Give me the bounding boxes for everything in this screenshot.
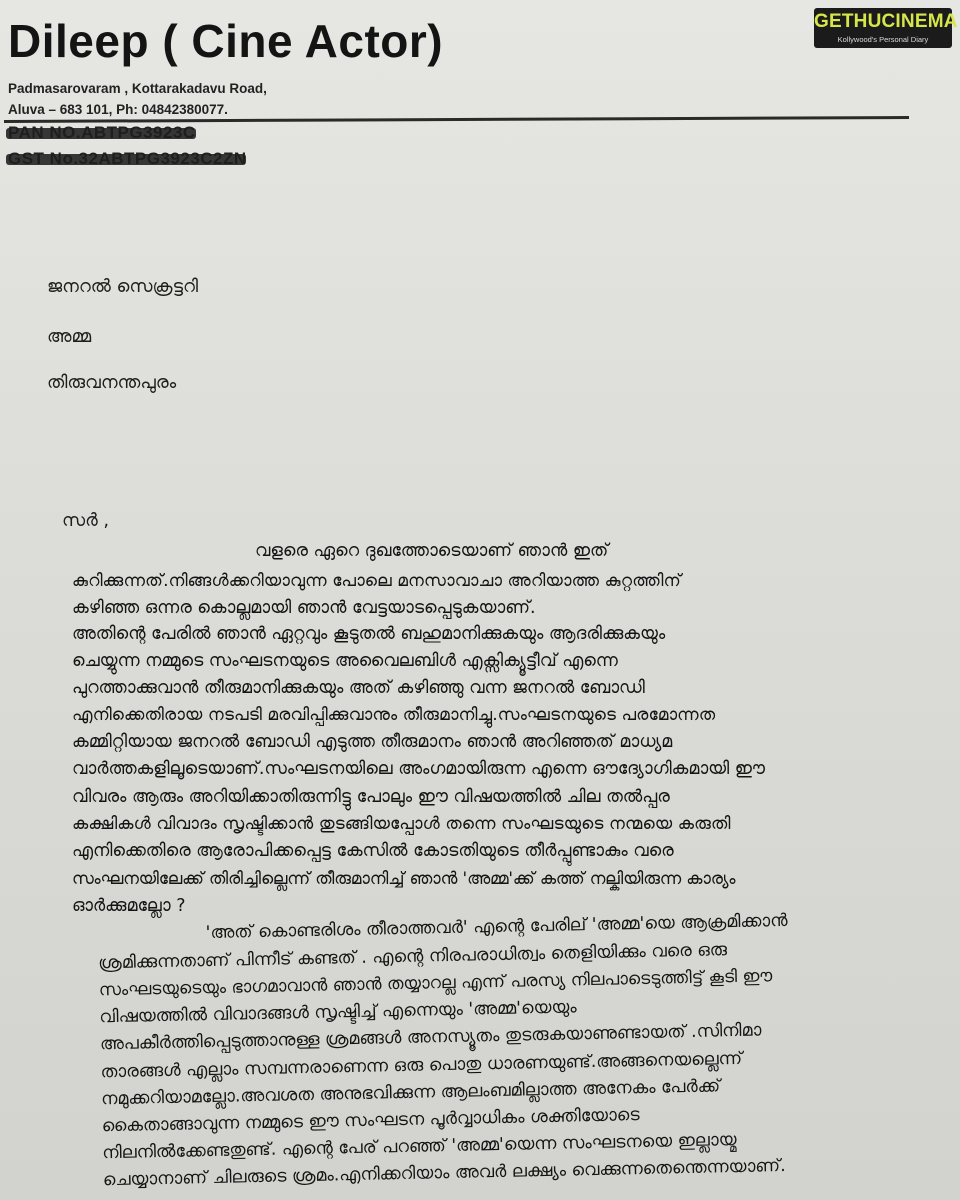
recipient-organisation: അമ്മ <box>47 326 92 347</box>
para2-line: കൈതാങ്ങാവുന്ന നമ്മുടെ ഈ സംഘടന പൂർവ്വാധികം ശക്തിയോടെ <box>101 1105 640 1137</box>
para1-line: പുറത്താക്കുവാൻ തീരുമാനിക്കുകയും അത് കഴിഞ്ഞു വന്ന ജനറൽ ബോഡി <box>72 678 645 698</box>
para1-line: വാർത്തകളിലൂടെയാണ്.സംഘടനയിലെ അംഗമായിരുന്ന എന്നെ ഔദ്യോഗികമായി ഈ <box>72 759 765 779</box>
para1-line: കമ്മിറ്റിയായ ജനറൽ ബോഡി എടുത്ത തീരുമാനം ഞാൻ അറിഞ്ഞത് മാധ്യമ <box>72 732 673 752</box>
watermark-tagline: Kollywood's Personal Diary <box>837 35 929 44</box>
para1-line: സംഘനയിലേക്ക് തിരിച്ചില്ലെന്ന് തീരുമാനിച്ച് ഞാൻ 'അമ്മ'ക്ക് കത്ത് നല്കിയിരുന്ന കാര്യം <box>72 868 736 888</box>
para1-line: ഓർക്കുമല്ലോ ? <box>72 896 186 916</box>
para2-line: താരങ്ങൾ എല്ലാം സമ്പന്നരാണെന്ന ഒരു പൊതു ധാരണയുണ്ട്.അങ്ങനെയല്ലെന്ന് <box>100 1048 743 1083</box>
recipient-title: ജനറൽ സെക്രട്ടറി <box>47 276 199 297</box>
para2-line: നമുക്കറിയാമല്ലോ.അവശത അനുഭവിക്കുന്ന ആലംബമില്ലാത്ത അനേകം പേർക്ക് <box>100 1076 721 1110</box>
watermark-brand: GETHUCINEMA <box>814 11 958 32</box>
para1-line: കഴിഞ്ഞ ഒന്നര കൊല്ലമായി ഞാൻ വേട്ടയാടപ്പെടുകയാണ്. <box>72 598 536 618</box>
para2-line: 'അത് കൊണ്ടരിശം തീരാത്തവർ' എന്റെ പേരില് 'അമ്മ'യെ ആക്രമിക്കാൻ <box>205 910 788 944</box>
para2-line: ചെയ്യാനാണ് ചിലരുടെ ശ്രമം.എനിക്കറിയാം അവർ ലക്ഷ്യം വെക്കുന്നതെന്തെന്നയാണ്. <box>102 1156 786 1191</box>
para1-line: വിവരം ആരും അറിയിക്കാതിരുന്നിട്ടു പോലും ഈ വിഷയത്തിൽ ചില തൽപ്പര <box>72 787 670 807</box>
para2-line: വിഷയത്തിൽ വിവാദങ്ങൾ സൃഷ്ടിച്ച് എന്നെയും 'അമ്മ'യെയും <box>99 997 577 1028</box>
para1-line: ചെയ്യുന്ന നമ്മുടെ സംഘടനയുടെ അവൈലബിൾ എക്സിക്യൂട്ടീവ് എന്നെ <box>72 651 618 671</box>
salutation: സർ , <box>62 510 110 531</box>
para1-line: അതിന്റെ പേരിൽ ഞാൻ ഏറ്റവും കൂടുതൽ ബഹുമാനിക്കുകയും ആദരിക്കുകയും <box>72 624 666 644</box>
address-line-1: Padmasarovaram , Kottarakadavu Road, <box>8 81 267 96</box>
letterhead-name: Dileep ( Cine Actor) <box>8 15 444 67</box>
para1-line: കക്ഷികൾ വിവാദം സൃഷ്ടിക്കാൻ തുടങ്ങിയപ്പോൾ തന്നെ സംഘടയുടെ നന്മയെ കരുതി <box>72 814 731 834</box>
para1-line: എനിക്കെതിരായ നടപടി മരവിപ്പിക്കുവാനും തീരുമാനിച്ചു.സംഘടനയുടെ പരമോന്നത <box>72 705 716 725</box>
para2-line: നിലനിൽക്കേണ്ടതുണ്ട്. എന്റെ പേര് പറഞ്ഞ് 'അമ്മ'യെന്ന സംഘടനയെ ഇല്ലായ്മ <box>102 1130 737 1164</box>
para1-line: കുറിക്കുന്നത്.നിങ്ങൾക്കറിയാവുന്ന പോലെ മനസാവാചാ അറിയാത്ത കുറ്റത്തിന് <box>72 571 682 591</box>
para1-line: എനിക്കെതിരെ ആരോപിക്കപ്പെട്ട കേസിൽ കോടതിയുടെ തീർപ്പുണ്ടാകും വരെ <box>72 841 674 861</box>
address-line-2: Aluva – 683 101, Ph: 04842380077. <box>8 102 228 117</box>
para2-line: സംഘടയുടെയും ഭാഗമാവാൻ ഞാൻ തയ്യാറല്ല എന്ന് പരസ്യ നിലപാടെടുത്തിട്ട് കൂടി ഈ <box>98 966 773 1001</box>
para2-line: ശ്രമിക്കുന്നതാണ് പിന്നീട് കണ്ടത് . എന്റെ നിരപരാധിത്വം തെളിയിക്കും വരെ ഒരു <box>98 940 728 974</box>
para1-line: വളരെ ഏറെ ദുഖത്തോടെയാണ് ഞാൻ ഇത് <box>255 541 609 561</box>
recipient-city: തിരുവനന്തപുരം <box>47 372 177 393</box>
para2-line: അപകീർത്തിപ്പെടുത്താനുള്ള ശ്രമങ്ങൾ അനസ്യൂതം തുടരുകയാണുണ്ടായത് .സിനിമാ <box>99 1020 762 1055</box>
